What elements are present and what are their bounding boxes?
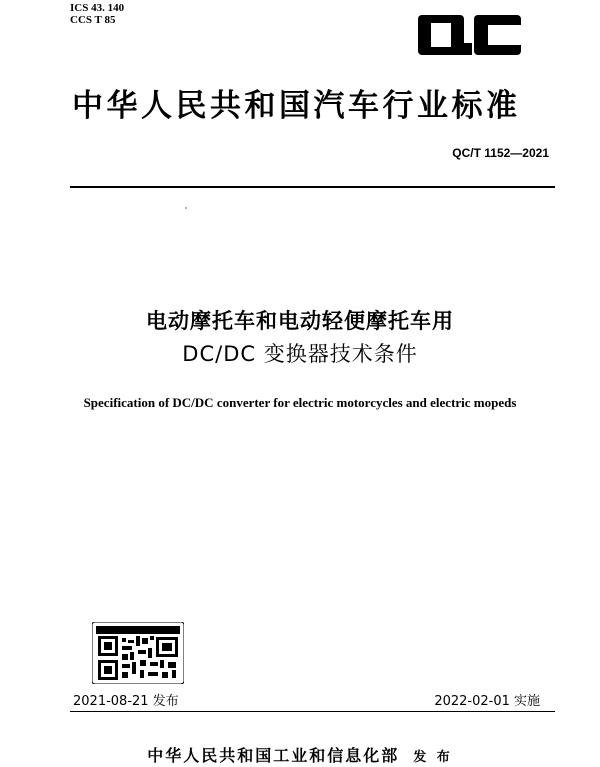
issuer-action: 发 布 [413, 750, 453, 765]
qc-logo [416, 13, 523, 57]
bottom-divider [70, 711, 555, 712]
qr-code-icon [92, 622, 184, 684]
standard-category-title: 中华人民共和国汽车行业标准 [72, 88, 521, 124]
publish-date: 2021-08-21 发布 [73, 694, 179, 709]
ccs-code: CCS T 85 [70, 14, 116, 26]
effective-date: 2022-02-01 实施 [434, 694, 540, 709]
document-title-line-2: DC/DC 变换器技术条件 [182, 342, 418, 366]
classification-codes [70, 2, 124, 26]
issuer-line [0, 743, 600, 766]
document-title-line-1: 电动摩托车和电动轻便摩托车用 [146, 309, 454, 333]
scan-speck [185, 207, 187, 209]
document-title-english: Specification of DC/DC converter for electric motorcycles and electric mopeds [83, 395, 517, 410]
issuer-name: 中华人民共和国工业和信息化部 [147, 746, 400, 765]
standard-number: QC/T 1152—2021 [452, 146, 549, 160]
top-divider [70, 186, 555, 188]
ics-code: ICS 43. 140 [70, 2, 125, 14]
